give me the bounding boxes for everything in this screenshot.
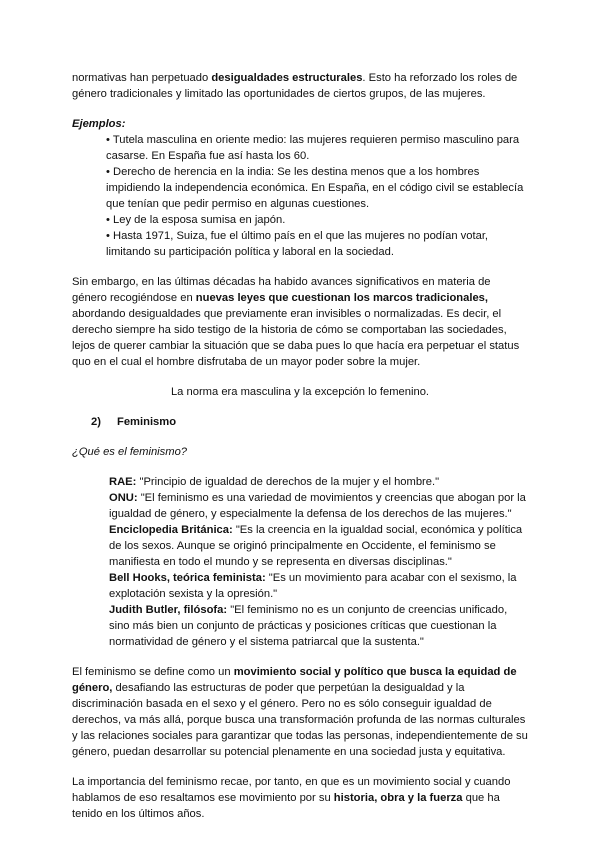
para3-bold: movimiento social y político que busca la equidad de género, — [72, 666, 517, 694]
list-item: • Ley de la esposa sumisa en japón. — [106, 214, 286, 226]
paragraph-importance — [72, 774, 528, 822]
definition-britannica — [109, 522, 528, 570]
definition-judith-butler — [109, 602, 528, 650]
intro-paragraph — [72, 70, 528, 102]
list-item: • Tutela masculina en oriente medio: las mujeres requieren permiso masculino para casarse. En España fue así hasta los 60. — [106, 134, 520, 162]
intro-text-1: normativas han perpetuado — [72, 72, 212, 84]
document-body — [72, 70, 528, 836]
definition-text: "El feminismo es una variedad de movimientos y creencias que abogan por la igualdad de género, y especialmente la defensa de los derechos de las mujeres." — [109, 492, 526, 520]
definition-label: RAE: — [109, 476, 137, 488]
definition-label: Bell Hooks, teórica feminista: — [109, 572, 266, 584]
section-number: 2) — [91, 416, 101, 428]
paragraph-definition — [72, 664, 528, 760]
para4-bold: historia, obra y la fuerza — [333, 792, 463, 804]
section-heading — [72, 414, 528, 430]
definition-label: ONU: — [109, 492, 138, 504]
centered-quote: La norma era masculina y la excepción lo femenino. — [170, 386, 430, 398]
list-item: • Hasta 1971, Suiza, fue el último país en el que las mujeres no podían votar, limitando su participación política y laboral en la sociedad. — [106, 230, 489, 258]
definitions-block — [72, 474, 528, 650]
examples-title: Ejemplos: — [72, 118, 126, 130]
para2-text-1: Sin embargo, en las últimas décadas ha habido avances significativos en materia de género recogiéndose en — [72, 276, 491, 304]
definition-text: "Principio de igualdad de derechos de la mujer y el hombre." — [136, 476, 440, 488]
intro-bold: desigualdades estructurales — [211, 72, 363, 84]
definition-label: Judith Butler, filósofa: — [109, 604, 228, 616]
para3-text-1: El feminismo se define como un — [72, 666, 234, 678]
para4-text-2: que ha tenido en los últimos años. — [72, 792, 500, 820]
definition-rae — [109, 474, 528, 490]
para2-text-2: abordando desigualdades que previamente eran invisibles o normalizadas. Es decir, el derecho siempre ha sido testigo de la historia de cómo se comportaban las sociedades, lejos de querer cambiar la situación que se daba pues lo que hacía era perpetuar el status quo en el cual el hombre disfrutaba de un mayor poder sobre la mujer. — [72, 308, 520, 368]
para4-text-1: La importancia del feminismo recae, por tanto, en que es un movimiento social y cuando hablamos de eso resaltamos ese movimiento por su — [72, 776, 511, 804]
definition-label: Enciclopedia Británica: — [109, 524, 233, 536]
section-title: Feminismo — [117, 416, 177, 428]
paragraph-advances — [72, 274, 528, 370]
definition-text: "Es un movimiento para acabar con el sexismo, la explotación sexista y la opresión." — [109, 572, 517, 600]
intro-text-2: . Esto ha reforzado los roles de género tradicionales y limitado las oportunidades de ciertos grupos, de las mujeres. — [72, 72, 518, 100]
list-item: • Derecho de herencia en la india: Se les destina menos que a los hombres impidiendo la independencia económica. En España, en el código civil se establecía que tenían que pedir permiso en algunas cuestiones. — [106, 166, 524, 210]
definition-onu — [109, 490, 528, 522]
definition-bell-hooks — [109, 570, 528, 602]
para3-text-2: desafiando las estructuras de poder que perpetúan la desigualdad y la discriminación basada en el sexo y el género. Pero no es sólo conseguir igualdad de derechos, va más allá, porque busca una transformación profunda de las normas culturales y las relaciones sociales para garantizar que todas las personas, independientemente de su género, puedan desarrollar su potencial plenamente en una sociedad justa y equitativa. — [72, 682, 528, 758]
definition-text: "El feminismo no es un conjunto de creencias unificado, sino más bien un conjunto de prácticas y posiciones críticas que cuestionan la normatividad de género y el sistema patriarcal que la sustenta." — [109, 604, 508, 648]
para2-bold: nuevas leyes que cuestionan los marcos tradicionales, — [195, 292, 489, 304]
examples-list — [72, 132, 528, 260]
definition-text: "Es la creencia en la igualdad social, económica y política de los sexos. Aunque se originó principalmente en Occidente, el feminismo se manifiesta en todo el mundo y se representa en diversas disciplinas." — [109, 524, 523, 568]
question-subheading: ¿Qué es el feminismo? — [72, 446, 188, 458]
